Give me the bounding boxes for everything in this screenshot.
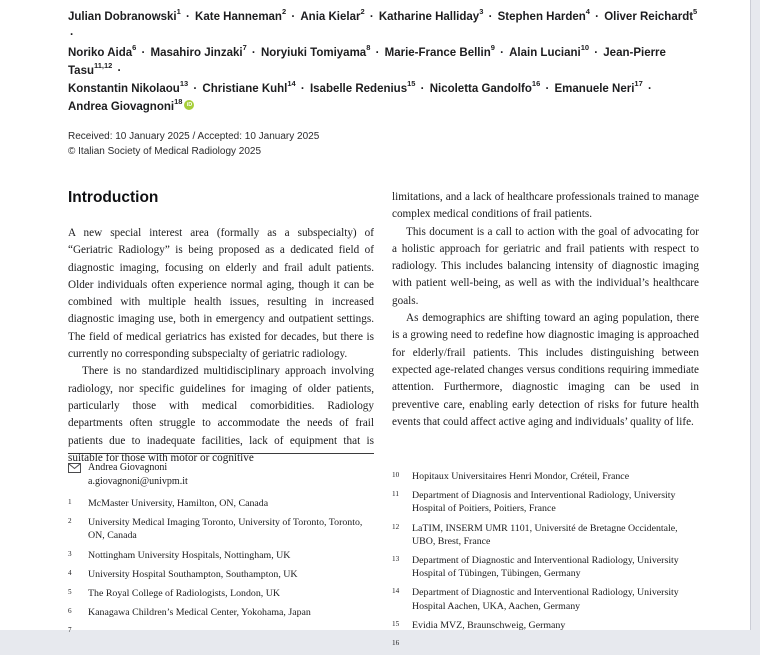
affiliation-text: Nottingham University Hospitals, Nottingham, UK [88, 549, 291, 561]
affiliation-item [392, 619, 699, 632]
author-separator: · [366, 11, 377, 23]
affiliation-item [68, 497, 374, 510]
affiliation-text: Evidia MVZ, Braunschweig, Germany [412, 619, 566, 631]
affiliation-text: Department of Diagnosis and Interventional Radiology, University Hospital of Poitiers, Poitiers, France [412, 490, 676, 515]
author-affiliation-number: 9 [490, 43, 495, 53]
affiliations-footer [68, 453, 699, 655]
author-name: Oliver Reichardt$^5$ [604, 7, 698, 23]
author-name: Stephen Harden$^4$ [497, 7, 590, 23]
affiliation-item [392, 554, 699, 580]
author-separator: · [114, 65, 122, 77]
footnote-column-left [68, 453, 374, 655]
affiliation-text: Hopitaux Universitaires Henri Mondor, Créteil, France [412, 471, 630, 482]
author-separator: · [542, 83, 553, 95]
author-affiliation-number: 14 [287, 79, 296, 89]
author-separator: · [591, 11, 603, 23]
author-name: Isabelle Redenius$^{15}$ [309, 79, 416, 95]
author-separator: · [297, 83, 308, 95]
footnote-column-right [392, 453, 699, 655]
author-name: Kate Hanneman$^2$ [195, 7, 287, 23]
right-paragraphs [392, 189, 699, 431]
affiliation-item [392, 522, 699, 548]
author-separator: · [70, 29, 74, 41]
author-separator: · [591, 47, 602, 59]
section-title: Introduction [68, 189, 159, 206]
author-separator: · [190, 83, 201, 95]
envelope-icon [68, 461, 81, 478]
affiliation-item [68, 549, 374, 562]
correspondence-email[interactable]: a.giovagnoni@univpm.it [88, 476, 188, 487]
author-affiliation-number: 7 [242, 43, 247, 53]
author-name: Alain Luciani$^{10}$ [509, 43, 590, 59]
affiliation-item [392, 489, 699, 515]
affiliation-text [412, 638, 699, 649]
author-name: Ania Kielar$^2$ [300, 7, 365, 23]
author-affiliation-number: 8 [366, 43, 371, 53]
author-name: Katharine Halliday$^3$ [378, 7, 484, 23]
affiliation-number: 2 [68, 517, 72, 526]
affiliation-number: 6 [68, 607, 72, 616]
affiliation-item [392, 470, 699, 483]
author-affiliation-number: 2 [281, 7, 287, 17]
affiliation-number: 7 [68, 626, 72, 635]
affiliation-number: 5 [68, 588, 72, 597]
author-affiliation-number: 10 [580, 43, 590, 53]
author-separator: · [372, 47, 383, 59]
author-name: Julian Dobranowski$^1$ [68, 7, 181, 23]
article-body [68, 189, 699, 467]
author-name: Christiane Kuhl$^{14}$ [202, 79, 296, 95]
author-separator: · [496, 47, 508, 59]
author-separator: · [138, 47, 149, 59]
author-affiliation-number: 2 [360, 7, 365, 17]
body-paragraph: This document is a call to action with the goal of advocating for a holistic approach for geriatric and frail patients with respect to radiology. This includes balancing intensity of diagnostic imaging with patient well-being, as well as with the individual’s healthcare goals. [392, 225, 699, 307]
author-separator: · [248, 47, 259, 59]
affiliation-number: 13 [392, 555, 400, 564]
author-name: Marie-France Bellin$^9$ [384, 43, 495, 59]
footnote-divider [68, 453, 374, 454]
body-paragraph: limitations, and a lack of healthcare professionals trained to manage complex medical conditions of frail patients. [392, 191, 699, 221]
author-affiliation-number: 6 [132, 43, 137, 53]
affiliation-item [68, 516, 374, 542]
article-dates [68, 130, 699, 159]
affiliation-number: 4 [68, 568, 72, 577]
author-affiliation-number: 18 [174, 97, 183, 107]
affiliation-item [68, 587, 374, 600]
author-affiliation-number: 4 [585, 7, 590, 17]
affiliation-text: University Hospital Southampton, Southampton, UK [88, 568, 298, 580]
author-affiliation-number: 13 [179, 79, 189, 89]
author-name: Konstantin Nikolaou$^{13}$ [68, 79, 189, 95]
author-block [68, 8, 699, 116]
affiliation-list-right [392, 470, 699, 649]
affiliation-item [68, 625, 374, 636]
affiliation-item [68, 568, 374, 581]
author-separator: · [182, 11, 194, 23]
author-affiliation-number: 11,12 [94, 61, 113, 71]
body-paragraph: A new special interest area (formally as a subspecialty) of “Geriatric Radiology” is being proposed as a dedicated field of diagnostic imaging, focusing on elderly and frail adult patients. Older individuals often experience normal aging, though it can be combined with multiple health issues, resulting in increased diagnostic imaging use, both in emergency and outpatient settings. The field of medical geriatrics has existed for decades, but there is currently no corresponding subspecialty of geriatric radiology. [68, 227, 374, 361]
affiliation-number: 11 [392, 490, 399, 499]
author-name: Noriko Aida$^6$ [68, 43, 137, 59]
copyright-line: © Italian Society of Medical Radiology 2025 [68, 145, 262, 157]
affiliation-number: 1 [68, 498, 72, 506]
body-paragraph: As demographics are shifting toward an aging population, there is a growing need to redefine how diagnostic imaging is approached for elderly/frail patients. This includes distinguishing between expected age-related changes versus conditions requiring immediate attention. Furthermore, diagnostic imaging can be used in preventive care, enabling early detection of risks for future health events that could affect active aging and individuals’ quality of life. [392, 312, 699, 428]
received-accepted-line: Received: 10 January 2025 / Accepted: 10 January 2025 [68, 131, 320, 142]
author-list [68, 8, 699, 116]
author-separator: · [644, 83, 652, 95]
affiliation-text: Department of Diagnostic and Interventional Radiology, University Hospital of Tübingen, Tübingen, Germany [412, 555, 679, 580]
affiliation-list-left [68, 497, 374, 636]
author-name: Noryiuki Tomiyama$^8$ [260, 43, 371, 59]
affiliation-item [68, 606, 374, 619]
author-affiliation-number: 15 [407, 79, 416, 89]
author-name: Nicoletta Gandolfo$^{16}$ [429, 79, 541, 95]
author-name: Andrea Giovagnoni$^{18}$ iD [68, 101, 194, 113]
body-paragraph: There is no standardized multidisciplinary approach involving radiology, nor specific guidelines for imaging of older patients, particularly those with medical comorbidities. Radiology departments often struggle to accommodate the needs of frail patients due to inadequate facilities, lack of equipment that is suitable for those with motor or cognitive [68, 365, 374, 464]
affiliation-number: 14 [392, 587, 400, 596]
author-separator: · [417, 83, 428, 95]
author-affiliation-number: 17 [634, 79, 643, 89]
affiliation-text: Kanagawa Children’s Medical Center, Yokohama, Japan [88, 607, 311, 619]
correspondence-block [68, 461, 374, 489]
body-column-right [392, 189, 699, 467]
author-affiliation-number: 16 [531, 79, 541, 89]
author-affiliation-number: 1 [176, 7, 181, 17]
author-separator: · [288, 11, 299, 23]
affiliation-text: University Medical Imaging Toronto, University of Toronto, Toronto, ON, Canada [88, 517, 363, 542]
affiliation-text: LaTIM, INSERM UMR 1101, Université de Bretagne Occidentale, UBO, Brest, France [412, 522, 678, 547]
author-name: Masahiro Jinzaki$^7$ [150, 43, 247, 59]
affiliation-item [392, 638, 699, 649]
left-paragraphs [68, 225, 374, 467]
author-separator: · [485, 11, 496, 23]
affiliation-number: 15 [392, 619, 400, 628]
author-affiliation-number: 3 [479, 7, 484, 17]
author-affiliation-number: 5 [693, 7, 698, 17]
affiliation-number: 16 [392, 639, 400, 648]
body-column-left [68, 189, 374, 467]
affiliation-text [88, 625, 374, 636]
correspondence-name: Andrea Giovagnoni [88, 462, 168, 473]
affiliation-number: 12 [392, 522, 400, 531]
affiliation-number: 3 [68, 549, 72, 558]
affiliation-item [392, 586, 699, 612]
affiliation-text: Department of Diagnostic and Interventional Radiology, University Hospital Aachen, UKA, Aachen, Germany [412, 587, 679, 612]
affiliation-text: McMaster University, Hamilton, ON, Canada [88, 498, 269, 509]
affiliation-number: 10 [392, 471, 400, 479]
correspondence-text [88, 461, 188, 489]
affiliation-text: The Royal College of Radiologists, London, UK [88, 588, 280, 600]
author-name: Emanuele Neri$^{17}$ [554, 79, 643, 95]
orcid-icon[interactable]: iD [184, 100, 194, 110]
author-name: Jean-Pierre Tasu$^{11,12}$ [68, 47, 666, 77]
